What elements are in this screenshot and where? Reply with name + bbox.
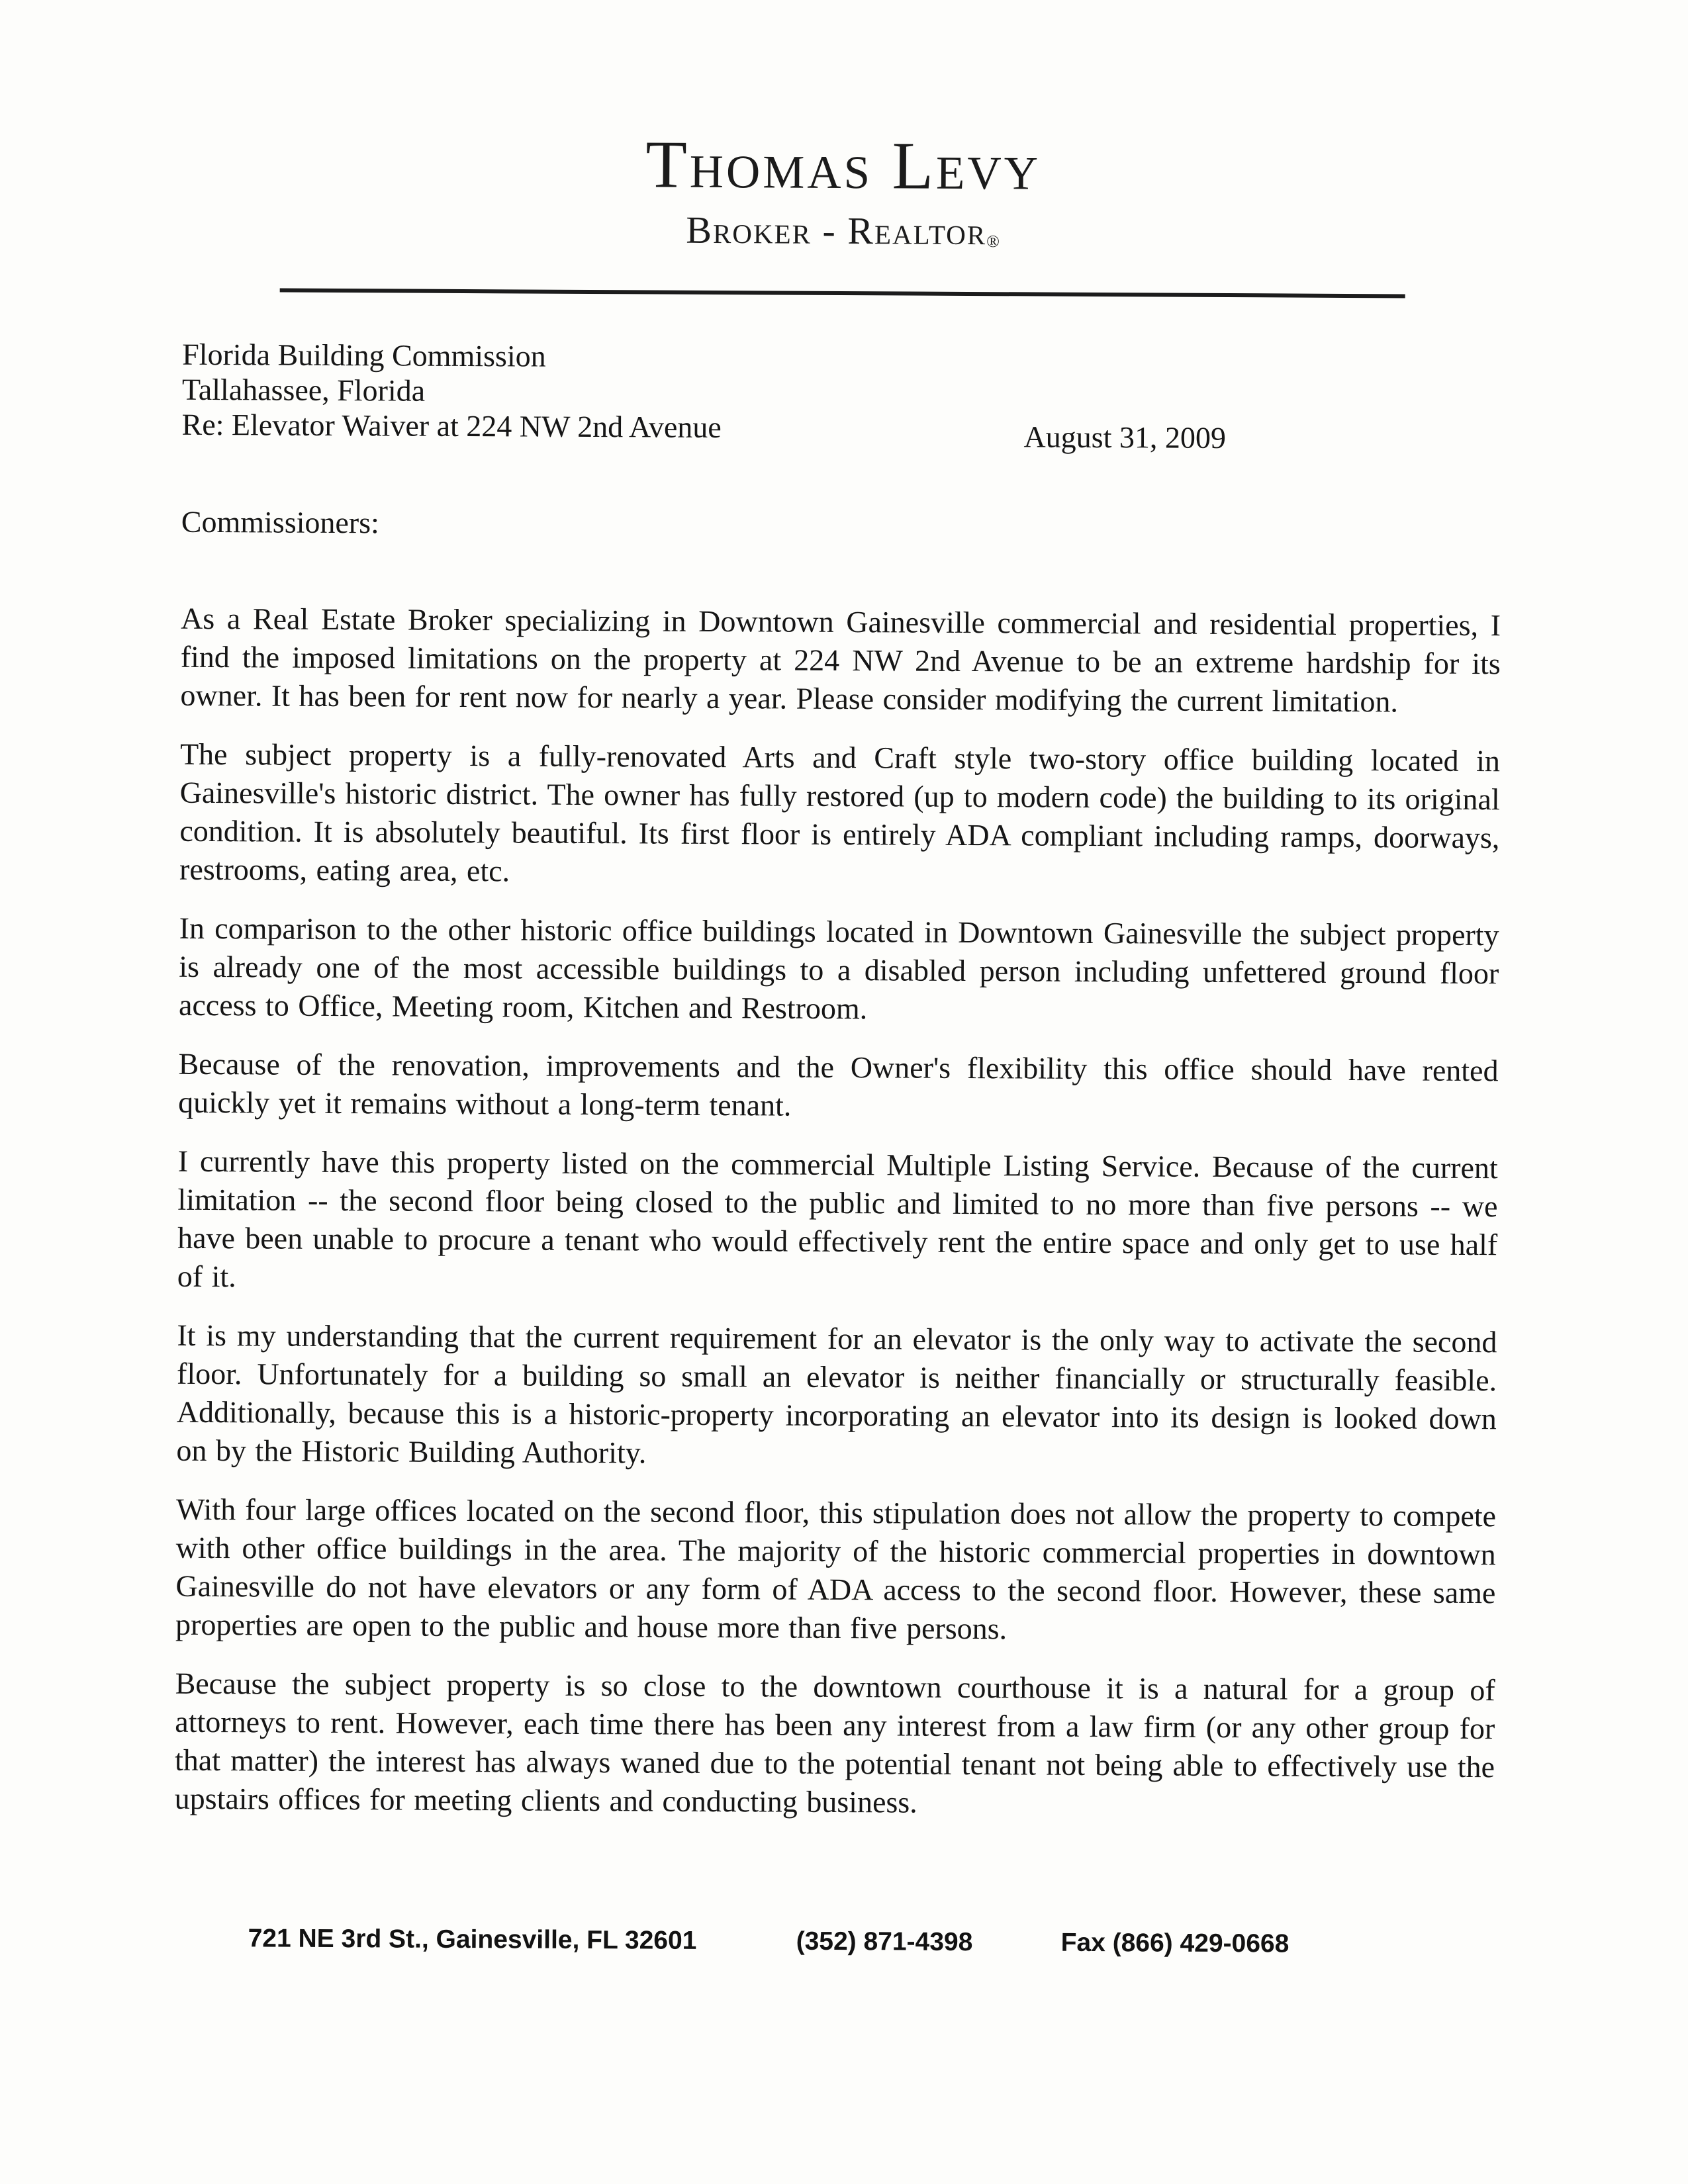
paragraphs-section — [175, 600, 1501, 1825]
body-paragraph-4: Because of the renovation, improvements and the Owner's flexibility this office should have rented quickly yet it remains without a long-term tenant. — [178, 1046, 1499, 1122]
letter-body — [0, 291, 1687, 1825]
body-paragraph-6: It is my understanding that the current requirement for an elevator is the only way to activate the second floor. Unfortunately for a building so small an elevator is neither financially or structurally feasible. Additionally, because this is a historic-property incorporating an elevator into its design is looked down on by the Historic Building Authority. — [176, 1318, 1497, 1470]
recipient-block — [181, 337, 1502, 455]
registered-trademark-symbol: ® — [986, 232, 1000, 251]
body-paragraph-5: I currently have this property listed on the commercial Multiple Listing Service. Because of the current limitation -- the second floor being closed to the public and limited to no more than five persons -- we have been unable to procure a tenant who would effectively rent the entire space and only get to use half of it. — [177, 1144, 1498, 1294]
body-paragraph-2: The subject property is a fully-renovated Arts and Craft style two-story office building located in Gainesville's historic district. The owner has fully restored (up to modern code) the building to its original condition. It is absolutely beautiful. Its first floor is entirely ADA compliant including ramps, doorways, restrooms, eating area, etc. — [179, 737, 1501, 888]
letterhead-title — [0, 207, 1687, 254]
letterhead-name: Thomas Levy — [645, 127, 1041, 205]
body-paragraph-1: As a Real Estate Broker specializing in Downtown Gainesville commercial and residential properties, I find the imposed limitations on the property at 224 NW 2nd Avenue to be an extreme hardship for its owner. It has been for rent now for nearly a year. Please consider modifying the current limitation. — [180, 601, 1501, 719]
body-paragraph-7: With four large offices located on the second floor, this stipulation does not allow the property to compete with other office buildings in the area. The majority of the historic commercial properties in downtown Gainesville do not have elevators or any form of ADA access to the second floor. However, these same properties are open to the public and house more than five persons. — [175, 1492, 1497, 1646]
footer-address: 721 NE 3rd St., Gainesville, FL 32601 — [248, 1924, 697, 1955]
subject-line-row — [181, 407, 1501, 455]
letter-date: August 31, 2009 — [1023, 420, 1227, 455]
letterhead-title-text: Broker - Realtor — [686, 208, 987, 253]
body-paragraph-8: Because the subject property is so close to the downtown courthouse it is a natural for a group of attorneys to rent. However, each time there has been any interest from a law firm (or any other group for that matter) the interest has always waned due to the potential tenant not being able to effectively use the upstairs offices for meeting clients and conducting business. — [174, 1666, 1495, 1819]
recipient-city: Tallahassee, Florida — [181, 372, 426, 408]
body-paragraph-3: In comparison to the other historic office buildings located in Downtown Gainesville the subject property is already one of the most accessible buildings to a disabled person including unfettered ground floor access to Office, Meeting room, Kitchen and Restroom. — [178, 911, 1499, 1026]
subject-line: Re: Elevator Waiver at 224 NW 2nd Avenue — [181, 407, 722, 445]
letter-footer — [0, 1923, 1678, 1958]
recipient-organization: Florida Building Commission — [182, 337, 546, 373]
footer-fax: Fax (866) 429-0668 — [1060, 1928, 1289, 1958]
salutation: Commissioners: — [181, 504, 380, 540]
letterhead — [0, 0, 1688, 300]
footer-phone: (352) 871-4398 — [796, 1927, 973, 1957]
